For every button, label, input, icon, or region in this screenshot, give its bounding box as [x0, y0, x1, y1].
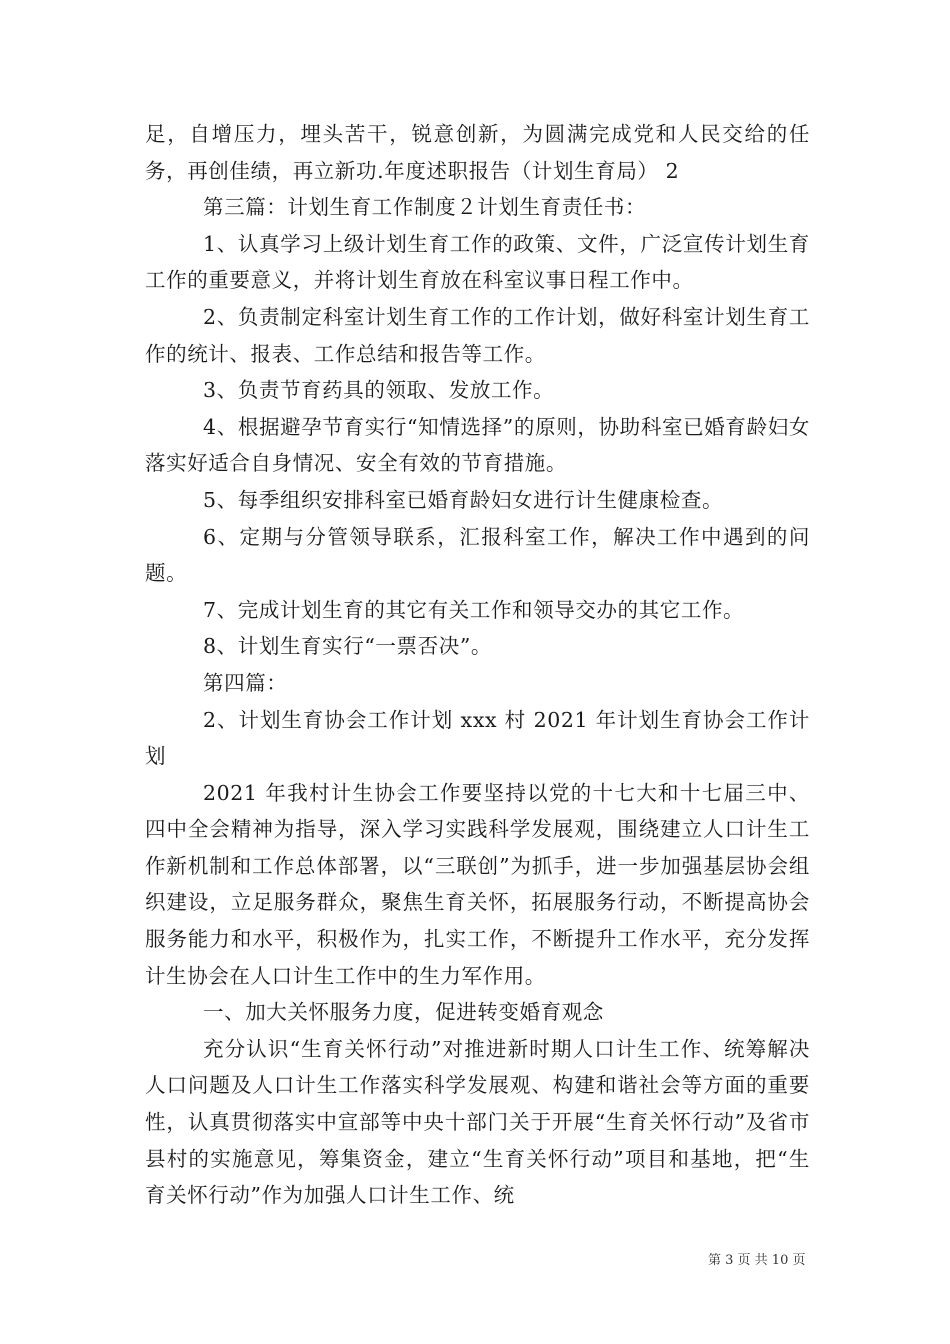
paragraph-plan-intro: 2021 年我村计生协会工作要坚持以党的十七大和十七届三中、四中全会精神为指导，深入学习实践科学发展观，围绕建立人口计生工作新机制和工作总体部署，以“三联创”为抓手，进一步加强基层协会组织建设，立足服务群众，聚焦生育关怀，拓展服务行动，不断提高协会服务能力和水平，积极作为，扎实工作，不断提升工作水平，充分发挥计生协会在人口计生工作中的生力军作用。 — [145, 780, 810, 988]
paragraph-item-4: 4、根据避孕节育实行“知情选择”的原则，协助科室已婚育龄妇女落实好适合自身情况、安全有效的节育措施。 — [145, 414, 810, 476]
paragraph-part4-heading: 第四篇： — [203, 670, 288, 695]
paragraph-part3-heading: 第三篇：计划生育工作制度２计划生育责任书： — [203, 195, 647, 220]
paragraph-item-5: 5、每季组织安排科室已婚育龄妇女进行计生健康检查。 — [203, 487, 724, 512]
paragraph-item-6: 6、定期与分管领导联系，汇报科室工作，解决工作中遇到的问题。 — [145, 524, 810, 586]
paragraph-plan-title: 2、计划生育协会工作计划 xxx 村 2021 年计划生育协会工作计划 — [145, 707, 810, 769]
paragraph-item-3: 3、负责节育药具的领取、发放工作。 — [203, 378, 555, 403]
paragraph-item-2: 2、负责制定科室计划生育工作的工作计划，做好科室计划生育工作的统计、报表、工作总结和报告等工作。 — [145, 304, 810, 366]
paragraph-continuation: 足，自增压力，埋头苦干，锐意创新，为圆满完成党和人民交给的任务，再创佳绩，再立新功.年度述职报告（计划生育局） 2 — [145, 122, 810, 183]
document-body — [145, 116, 810, 1214]
paragraph-item-7: 7、完成计划生育的其它有关工作和领导交办的其它工作。 — [203, 597, 745, 622]
paragraph-section-1-heading: 一、加大关怀服务力度，促进转变婚育观念 — [203, 1000, 604, 1025]
paragraph-item-1: 1、认真学习上级计划生育工作的政策、文件，广泛宣传计划生育工作的重要意义，并将计划生育放在科室议事日程工作中。 — [145, 231, 810, 293]
paragraph-item-8: 8、计划生育实行“一票否决”。 — [203, 634, 493, 659]
paragraph-section-1-body: 充分认识“生育关怀行动”对推进新时期人口计生工作、统筹解决人口问题及人口计生工作落实科学发展观、构建和谐社会等方面的重要性，认真贯彻落实中宣部等中央十部门关于开展“生育关怀行动”及省市县村的实施意见，筹集资金，建立“生育关怀行动”项目和基地，把“生育关怀行动”作为加强人口计生工作、统 — [145, 1036, 810, 1208]
page-number-footer: 第 3 页 共 10 页 — [708, 1253, 806, 1268]
